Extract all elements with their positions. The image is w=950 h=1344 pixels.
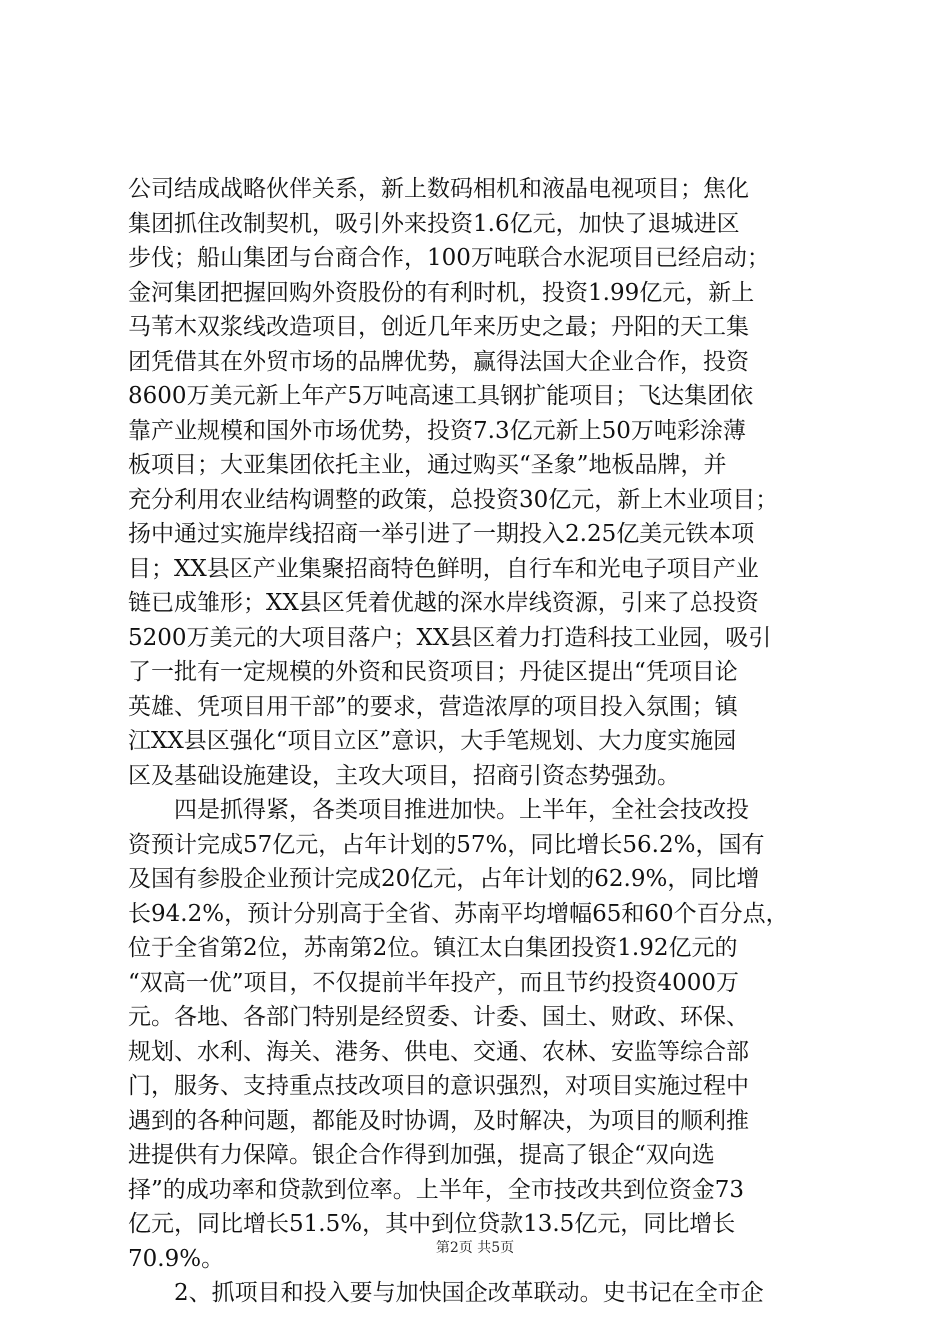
text-line: 四是抓得紧，各类项目推进加快。上半年，全社会技改投 [128,797,749,823]
text-line: 资预计完成57亿元，占年计划的57%，同比增长56.2%，国有 [128,831,765,858]
text-line: 步伐；船山集团与台商合作，100万吨联合水泥项目已经启动； [128,245,770,271]
text-line: 遇到的各种问题，都能及时协调，及时解决，为项目的顺利推 [128,1107,749,1134]
text-line: 区及基础设施建设，主攻大项目，招商引资态势强劲。 [128,762,680,789]
text-line: 充分利用农业结构调整的政策，总投资30亿元，新上木业项目； [128,486,779,513]
text-line: 马苇木双浆线改造项目，创近几年来历史之最；丹阳的天工集 [128,314,749,340]
text-line: 靠产业规模和国外市场优势，投资7.3亿元新上50万吨彩涂薄 [128,417,746,444]
text-line: 扬中通过实施岸线招商一举引进了一期投入2.25亿美元铁本项 [128,521,755,547]
text-line: 了一批有一定规模的外资和民资项目；丹徒区提出“凭项目论 [128,659,738,685]
text-line: 目；XX县区产业集聚招商特色鲜明，自行车和光电子项目产业 [128,555,759,582]
text-line: 公司结成战略伙伴关系，新上数码相机和液晶电视项目；焦化 [128,176,749,202]
text-line: 位于全省第2位，苏南第2位。镇江太白集团投资1.92亿元的 [128,935,738,961]
text-line: “双高一优”项目，不仅提前半年投产，而且节约投资4000万 [128,969,740,996]
text-line: 门，服务、支持重点技改项目的意识强烈，对项目实施过程中 [128,1073,749,1099]
text-line: 江XX县区强化“项目立区”意识，大手笔规划、大力度实施园 [128,728,737,754]
text-line: 英雄、凭项目用干部”的要求，营造浓厚的项目投入氛围；镇 [128,693,738,720]
text-line: 进提供有力保障。银企合作得到加强，提高了银企“双向选 [128,1142,715,1168]
text-line: 5200万美元的大项目落户；XX县区着力打造科技工业园，吸引 [128,624,772,651]
text-line: 亿元，同比增长51.5%，其中到位贷款13.5亿元，同比增长 [128,1211,736,1237]
text-line: 团凭借其在外贸市场的品牌优势，赢得法国大企业合作，投资 [128,348,749,375]
text-line: 2、抓项目和投入要与加快国企改革联动。史书记在全市企 [128,1280,764,1306]
text-line: 元。各地、各部门特别是经贸委、计委、国土、财政、环保、 [128,1004,749,1030]
text-line: 8600万美元新上年产5万吨高速工具钢扩能项目；飞达集团依 [128,383,754,409]
text-line: 集团抓住改制契机，吸引外来投资1.6亿元，加快了退城进区 [128,210,740,237]
text-line: 70.9%。 [128,1245,225,1272]
text-line: 金河集团把握回购外资股份的有利时机，投资1.99亿元，新上 [128,279,755,306]
text-line: 择”的成功率和贷款到位率。上半年，全市技改共到位资金73 [128,1176,745,1203]
text-line: 规划、水利、海关、港务、供电、交通、农林、安监等综合部 [128,1038,749,1065]
page-number: 第2页 共5页 [435,1240,515,1256]
text-line: 长94.2%，预计分别高于全省、苏南平均增幅65和60个百分点， [128,900,789,927]
text-line: 及国有参股企业预计完成20亿元，占年计划的62.9%，同比增 [128,866,760,892]
body-text [128,172,828,1311]
text-line: 链已成雏形；XX县区凭着优越的深水岸线资源，引来了总投资 [128,590,759,616]
text-line: 板项目；大亚集团依托主业，通过购买“圣象”地板品牌，并 [128,452,727,478]
